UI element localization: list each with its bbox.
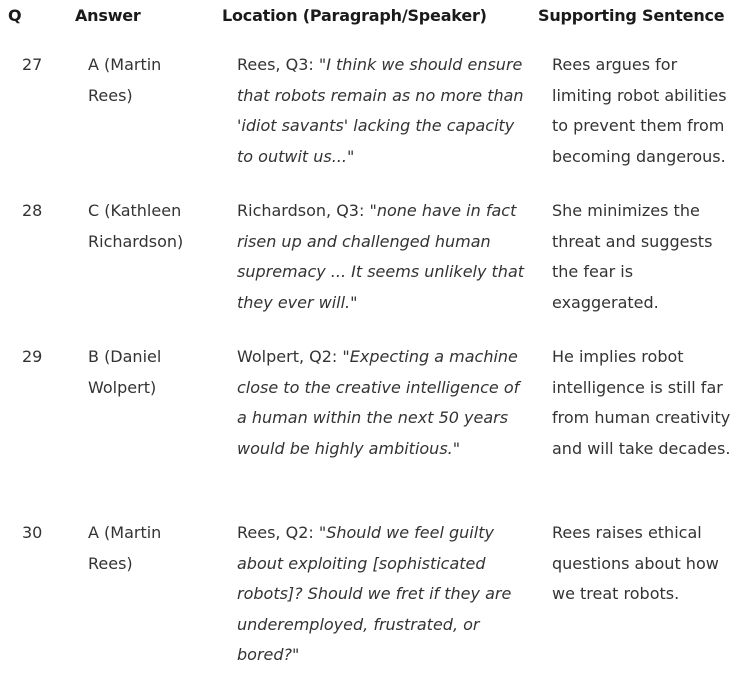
location-cell — [237, 518, 527, 671]
supporting-cell: Rees raises ethical questions about how we treat robots. — [552, 523, 719, 603]
supporting-cell: She minimizes the threat and suggests the fear is exaggerated. — [552, 201, 713, 312]
location-quote: "Expecting a machine close to the creative intelligence of a human within the next 50 years would be highly ambitious." — [237, 347, 520, 458]
answer-cell: A (Martin Rees) — [88, 55, 162, 105]
table-row — [0, 342, 743, 518]
header-q: Q — [8, 6, 22, 25]
answer-cell: C (Kathleen Richardson) — [88, 201, 184, 251]
location-reference: Wolpert, Q2: — [237, 347, 338, 366]
supporting-cell: He implies robot intelligence is still far from human creativity and will take decades. — [552, 347, 731, 458]
location-reference: Rees, Q3: — [237, 55, 314, 74]
location-cell — [237, 196, 527, 318]
question-number: 30 — [22, 523, 43, 542]
supporting-cell: Rees argues for limiting robot abilities to prevent them from becoming dangerous. — [552, 55, 727, 166]
table-row — [0, 50, 743, 196]
location-cell — [237, 50, 527, 172]
location-cell — [237, 342, 527, 464]
question-number: 28 — [22, 201, 43, 220]
location-reference: Rees, Q2: — [237, 523, 314, 542]
location-quote: "none have in fact risen up and challenged human supremacy ... It seems unlikely that they ever will." — [237, 201, 525, 312]
table-header — [0, 0, 743, 34]
question-number: 27 — [22, 55, 43, 74]
location-quote: "I think we should ensure that robots remain as no more than 'idiot savants' lacking the capacity to outwit us..." — [237, 55, 524, 166]
header-supporting: Supporting Sentence — [538, 6, 725, 25]
question-number: 29 — [22, 347, 43, 366]
header-answer: Answer — [75, 6, 141, 25]
table-row — [0, 518, 743, 668]
table-row — [0, 196, 743, 342]
answer-cell: A (Martin Rees) — [88, 523, 162, 573]
answer-cell: B (Daniel Wolpert) — [88, 347, 162, 397]
location-reference: Richardson, Q3: — [237, 201, 365, 220]
location-quote: "Should we feel guilty about exploiting [sophisticated robots]? Should we fret if they are underemployed, frustrated, or bored?" — [237, 523, 512, 664]
header-location: Location (Paragraph/Speaker) — [222, 6, 487, 25]
